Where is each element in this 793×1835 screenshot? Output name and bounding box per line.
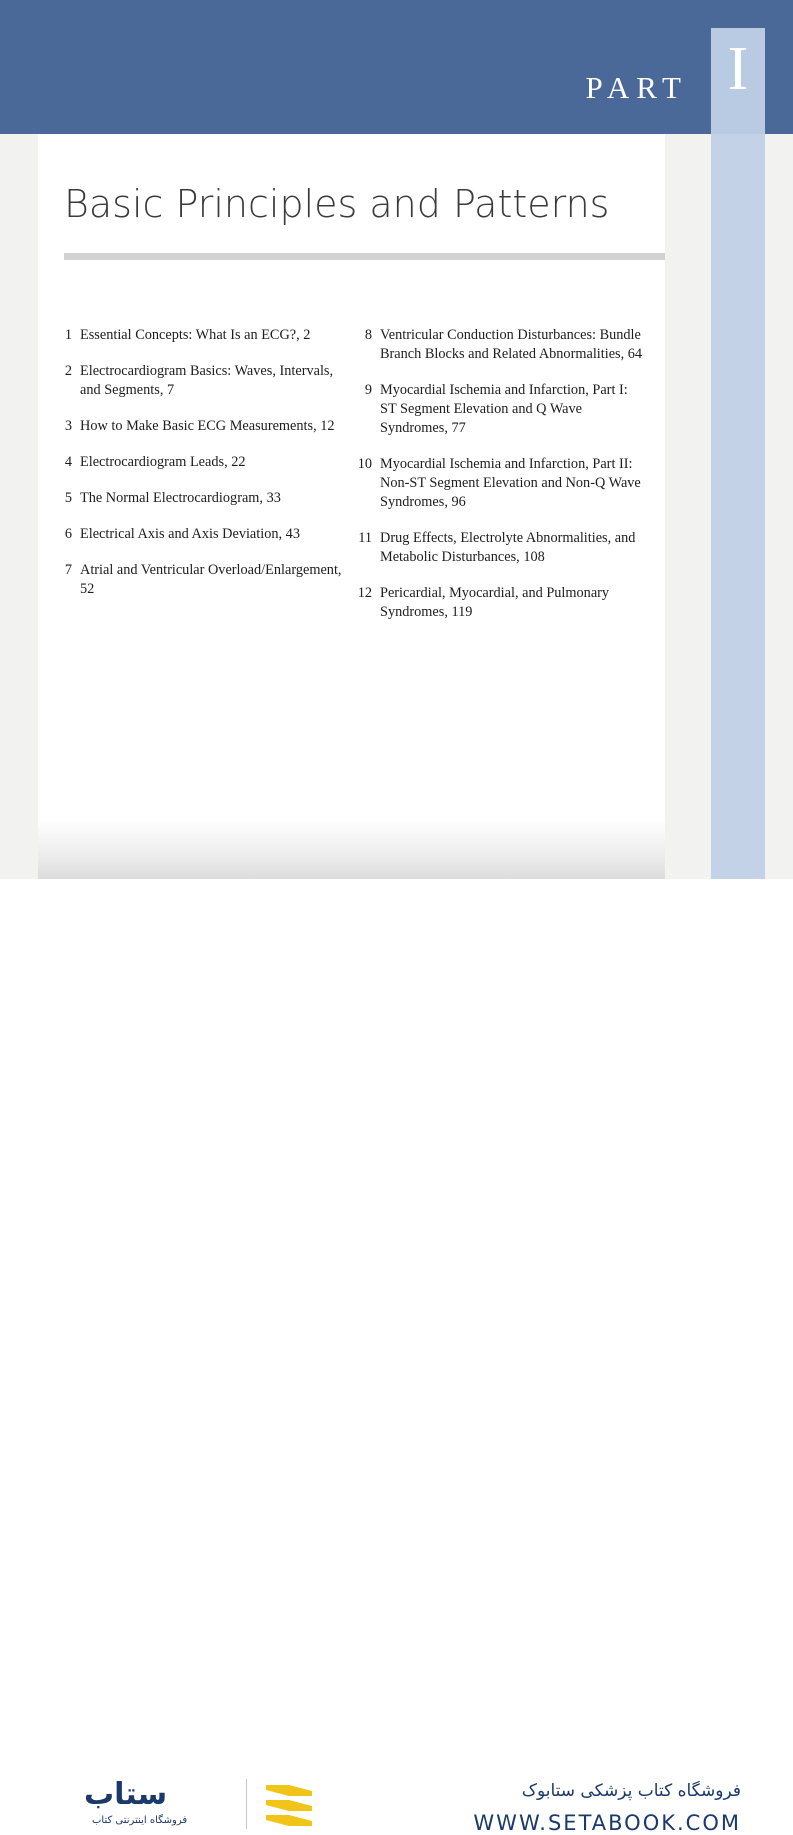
toc-item-number: 5 bbox=[64, 490, 72, 506]
table-of-contents bbox=[56, 326, 666, 686]
toc-item-number: 11 bbox=[358, 530, 372, 546]
toc-item-number: 3 bbox=[64, 418, 72, 434]
toc-column-right bbox=[356, 326, 646, 639]
list-item[interactable] bbox=[56, 362, 346, 400]
chevron-stack-icon bbox=[266, 1785, 314, 1829]
list-item[interactable] bbox=[56, 525, 346, 544]
toc-item-label: Electrocardiogram Basics: Waves, Intervals, and Segments, 7 bbox=[80, 363, 334, 398]
toc-item-label: Electrocardiogram Leads, 22 bbox=[80, 454, 246, 470]
toc-item-label: The Normal Electrocardiogram, 33 bbox=[80, 490, 281, 506]
right-accent-bar bbox=[711, 134, 765, 879]
footer-tagline: فروشگاه کتاب پزشکی ستابوک bbox=[521, 1781, 741, 1801]
footer-divider bbox=[246, 1779, 247, 1829]
title-divider bbox=[64, 253, 665, 260]
list-item[interactable] bbox=[56, 453, 346, 472]
toc-item-label: Electrical Axis and Axis Deviation, 43 bbox=[80, 526, 300, 542]
toc-item-number: 4 bbox=[64, 454, 72, 470]
toc-item-number: 8 bbox=[364, 327, 372, 343]
list-item[interactable] bbox=[356, 381, 646, 438]
content-bottom-shading bbox=[38, 820, 665, 879]
list-item[interactable] bbox=[56, 561, 346, 599]
toc-item-label: Ventricular Conduction Disturbances: Bundle Branch Blocks and Related Abnormalities, 64 bbox=[380, 327, 643, 362]
list-item[interactable] bbox=[56, 489, 346, 508]
toc-item-number: 2 bbox=[64, 363, 72, 379]
list-item[interactable] bbox=[56, 417, 346, 436]
page-title: Basic Principles and Patterns bbox=[64, 182, 610, 226]
toc-item-label: Drug Effects, Electrolyte Abnormalities, and Metabolic Disturbances, 108 bbox=[380, 530, 636, 565]
part-label: PART bbox=[585, 70, 688, 105]
toc-item-number: 1 bbox=[64, 327, 72, 343]
toc-column-left bbox=[56, 326, 346, 616]
toc-item-number: 9 bbox=[364, 382, 372, 398]
list-item[interactable] bbox=[356, 326, 646, 364]
toc-item-label: Atrial and Ventricular Overload/Enlargement, 52 bbox=[80, 562, 342, 597]
footer-watermark bbox=[0, 879, 793, 1835]
toc-item-number: 10 bbox=[357, 456, 372, 472]
toc-item-label: Essential Concepts: What Is an ECG?, 2 bbox=[80, 327, 311, 343]
toc-item-number: 6 bbox=[64, 526, 72, 542]
list-item[interactable] bbox=[56, 326, 346, 345]
toc-item-label: Myocardial Ischemia and Infarction, Part I: ST Segment Elevation and Q Wave Syndromes, 77 bbox=[380, 382, 628, 436]
part-numeral: I bbox=[727, 35, 749, 103]
part-header-band bbox=[0, 0, 793, 134]
list-item[interactable] bbox=[356, 584, 646, 622]
logo-subtitle: فروشگاه اینترنتی کتاب bbox=[92, 1815, 188, 1826]
logo-persian-text: ستاب bbox=[84, 1777, 168, 1812]
toc-item-number: 12 bbox=[357, 585, 372, 601]
list-item[interactable] bbox=[356, 455, 646, 512]
toc-item-number: 7 bbox=[64, 562, 72, 578]
toc-item-label: How to Make Basic ECG Measurements, 12 bbox=[80, 418, 335, 434]
toc-item-label: Pericardial, Myocardial, and Pulmonary Syndromes, 119 bbox=[380, 585, 610, 620]
list-item[interactable] bbox=[356, 529, 646, 567]
setabook-logo[interactable] bbox=[84, 1777, 234, 1835]
toc-item-label: Myocardial Ischemia and Infarction, Part II: Non-ST Segment Elevation and Non-Q Wave Syndromes, 96 bbox=[380, 456, 641, 510]
footer-url[interactable]: WWW.SETABOOK.COM bbox=[473, 1811, 741, 1835]
